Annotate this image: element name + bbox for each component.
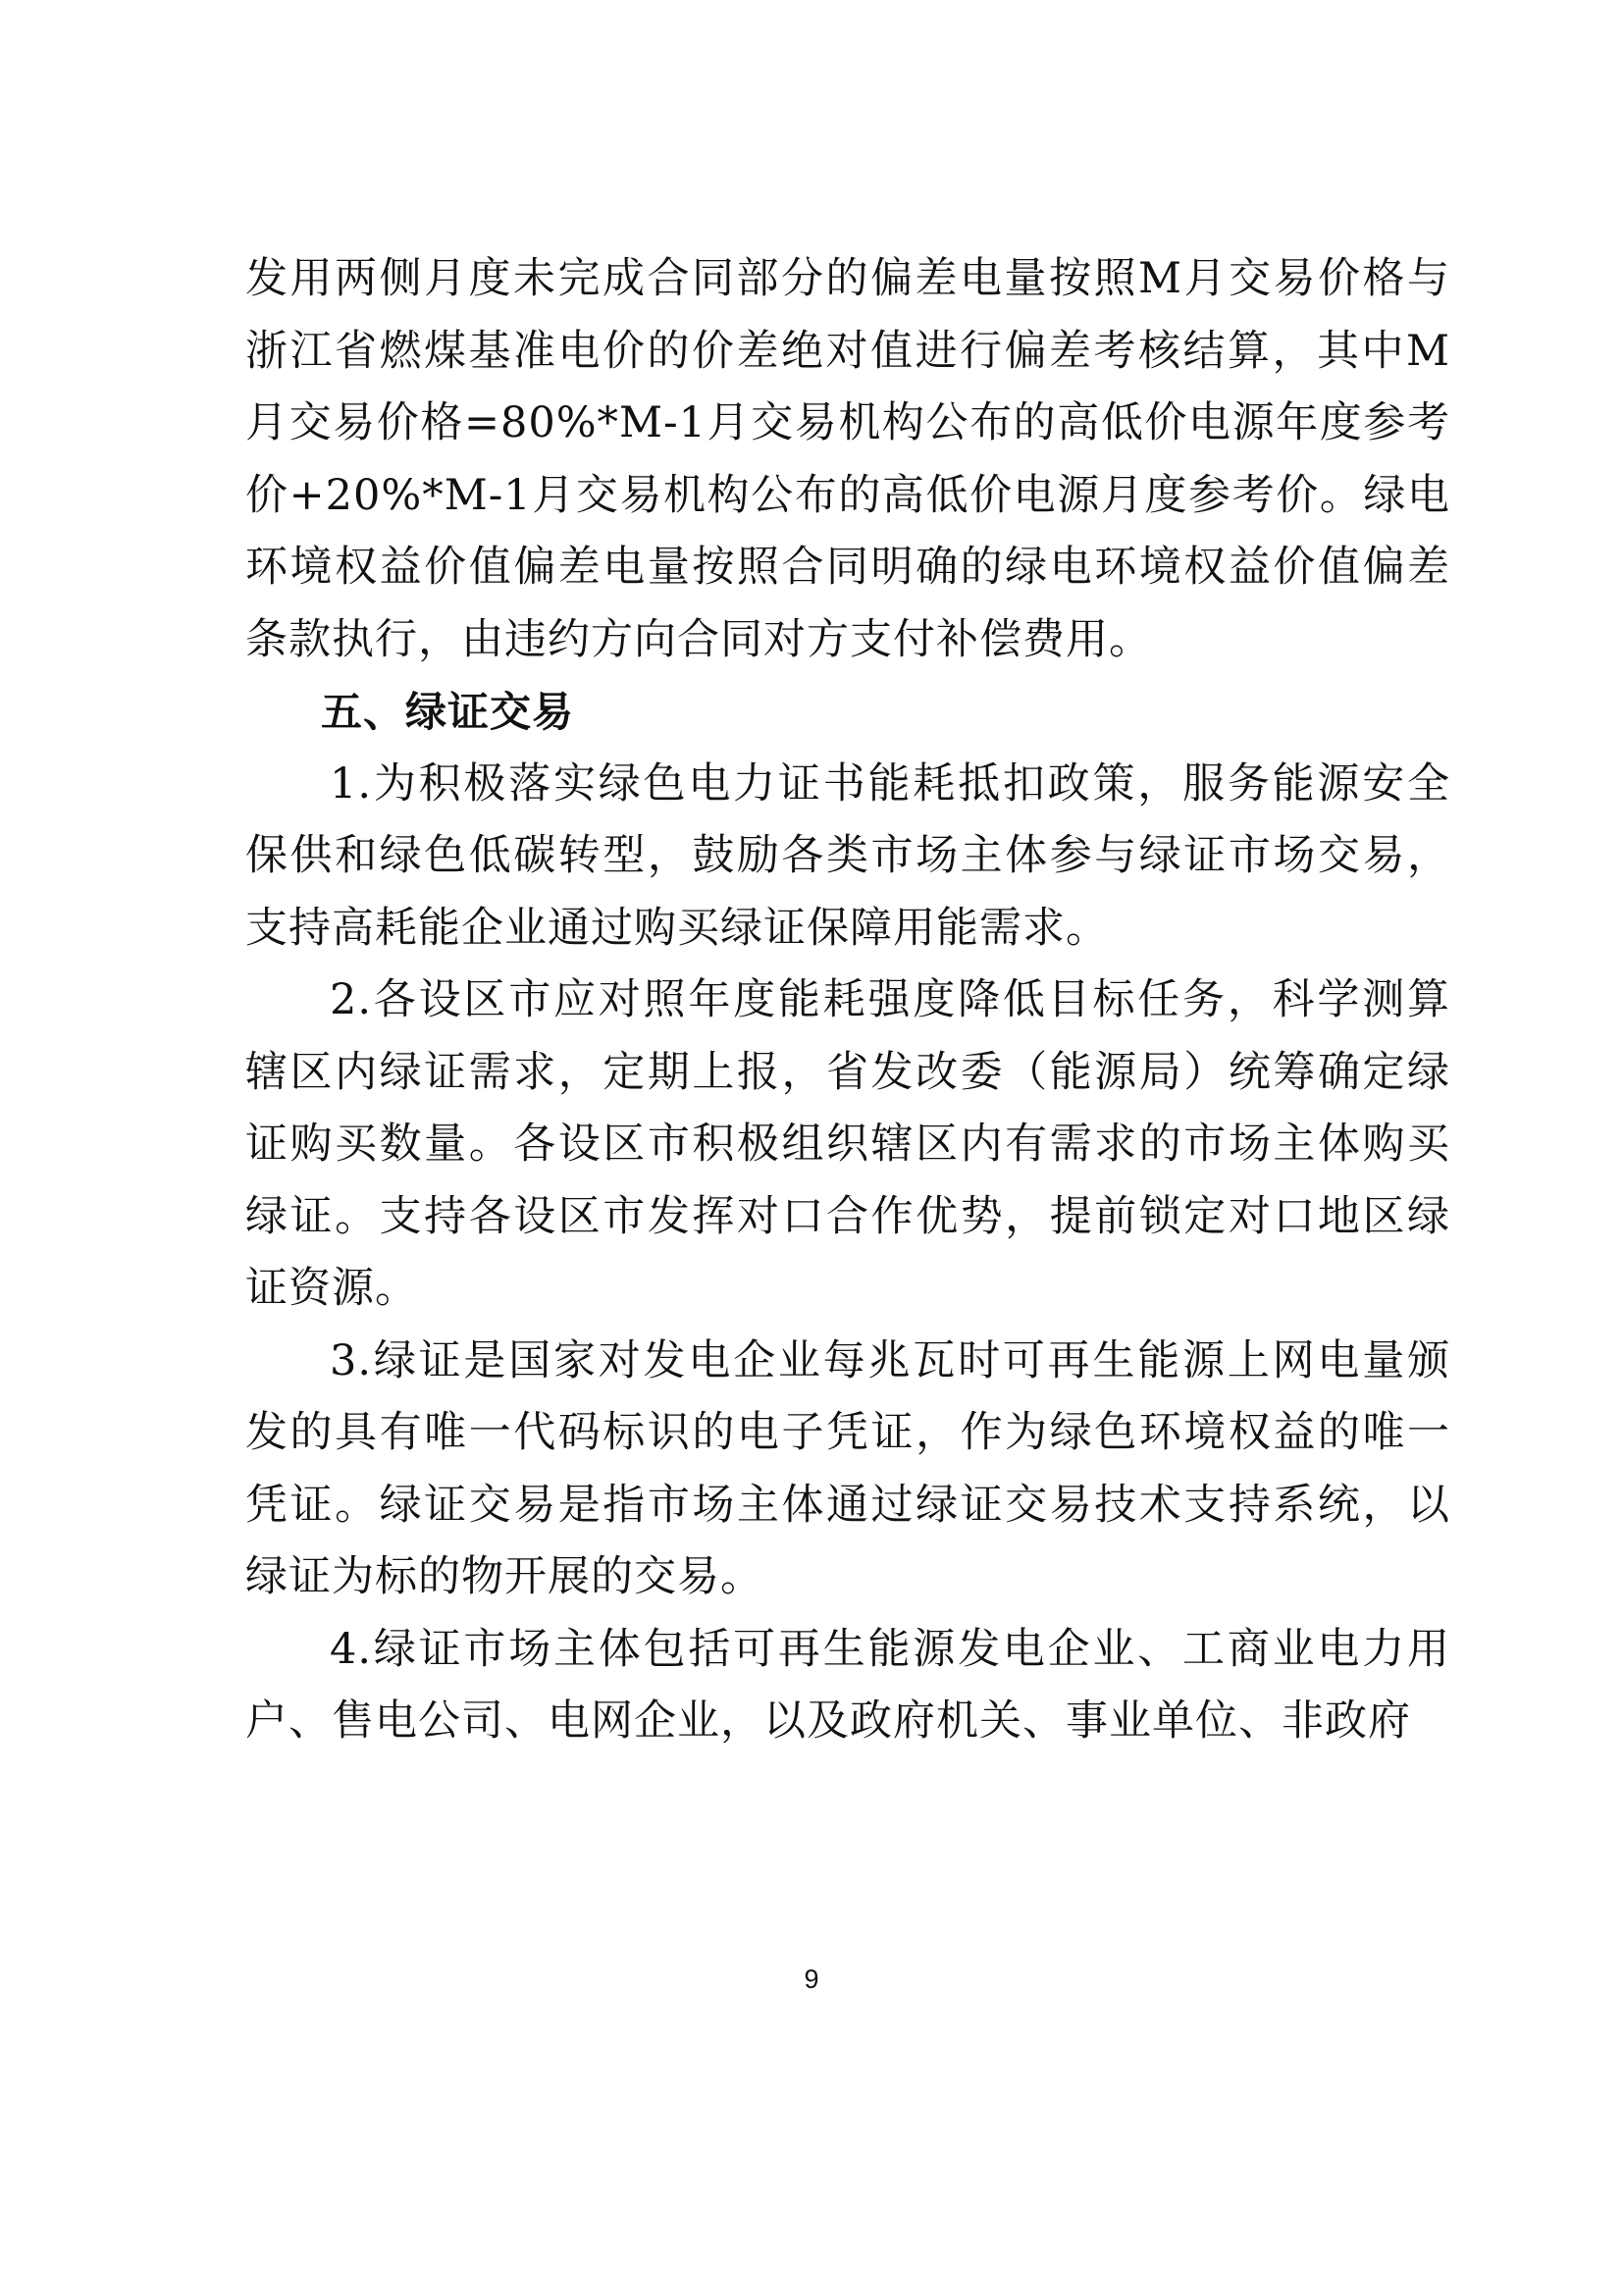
document-body bbox=[245, 243, 1450, 1758]
paragraph-item-3: 3.绿证是国家对发电企业每兆瓦时可再生能源上网电量颁发的具有唯一代码标识的电子凭证，作为绿色环境权益的唯一凭证。绿证交易是指市场主体通过绿证交易技术支持系统，以绿证为标的物开展的交易。 bbox=[245, 1335, 1450, 1601]
section-heading: 五、绿证交易 bbox=[321, 688, 575, 736]
paragraph-item-1: 1.为积极落实绿色电力证书能耗抵扣政策，服务能源安全保供和绿色低碳转型，鼓励各类市场主体参与绿证市场交易，支持高耗能企业通过购买绿证保障用能需求。 bbox=[245, 758, 1450, 953]
paragraph-continuation: 发用两侧月度未完成合同部分的偏差电量按照M月交易价格与浙江省燃煤基准电价的价差绝对值进行偏差考核结算，其中M月交易价格=80%*M-1月交易机构公布的高低价电源年度参考价+20%*M-1月交易机构公布的高低价电源月度参考价。绿电环境权益价值偏差电量按照合同明确的绿电环境权益价值偏差条款执行，由违约方向合同对方支付补偿费用。 bbox=[245, 254, 1450, 664]
page-number: 9 bbox=[804, 1964, 819, 1994]
paragraph-item-4: 4.绿证市场主体包括可再生能源发电企业、工商业电力用户、售电公司、电网企业，以及政府机关、事业单位、非政府 bbox=[245, 1624, 1450, 1746]
paragraph-item-2: 2.各设区市应对照年度能耗强度降低目标任务，科学测算辖区内绿证需求，定期上报，省发改委（能源局）统筹确定绿证购买数量。各设区市积极组织辖区内有需求的市场主体购买绿证。支持各设区市发挥对口合作优势，提前锁定对口地区绿证资源。 bbox=[245, 975, 1450, 1313]
